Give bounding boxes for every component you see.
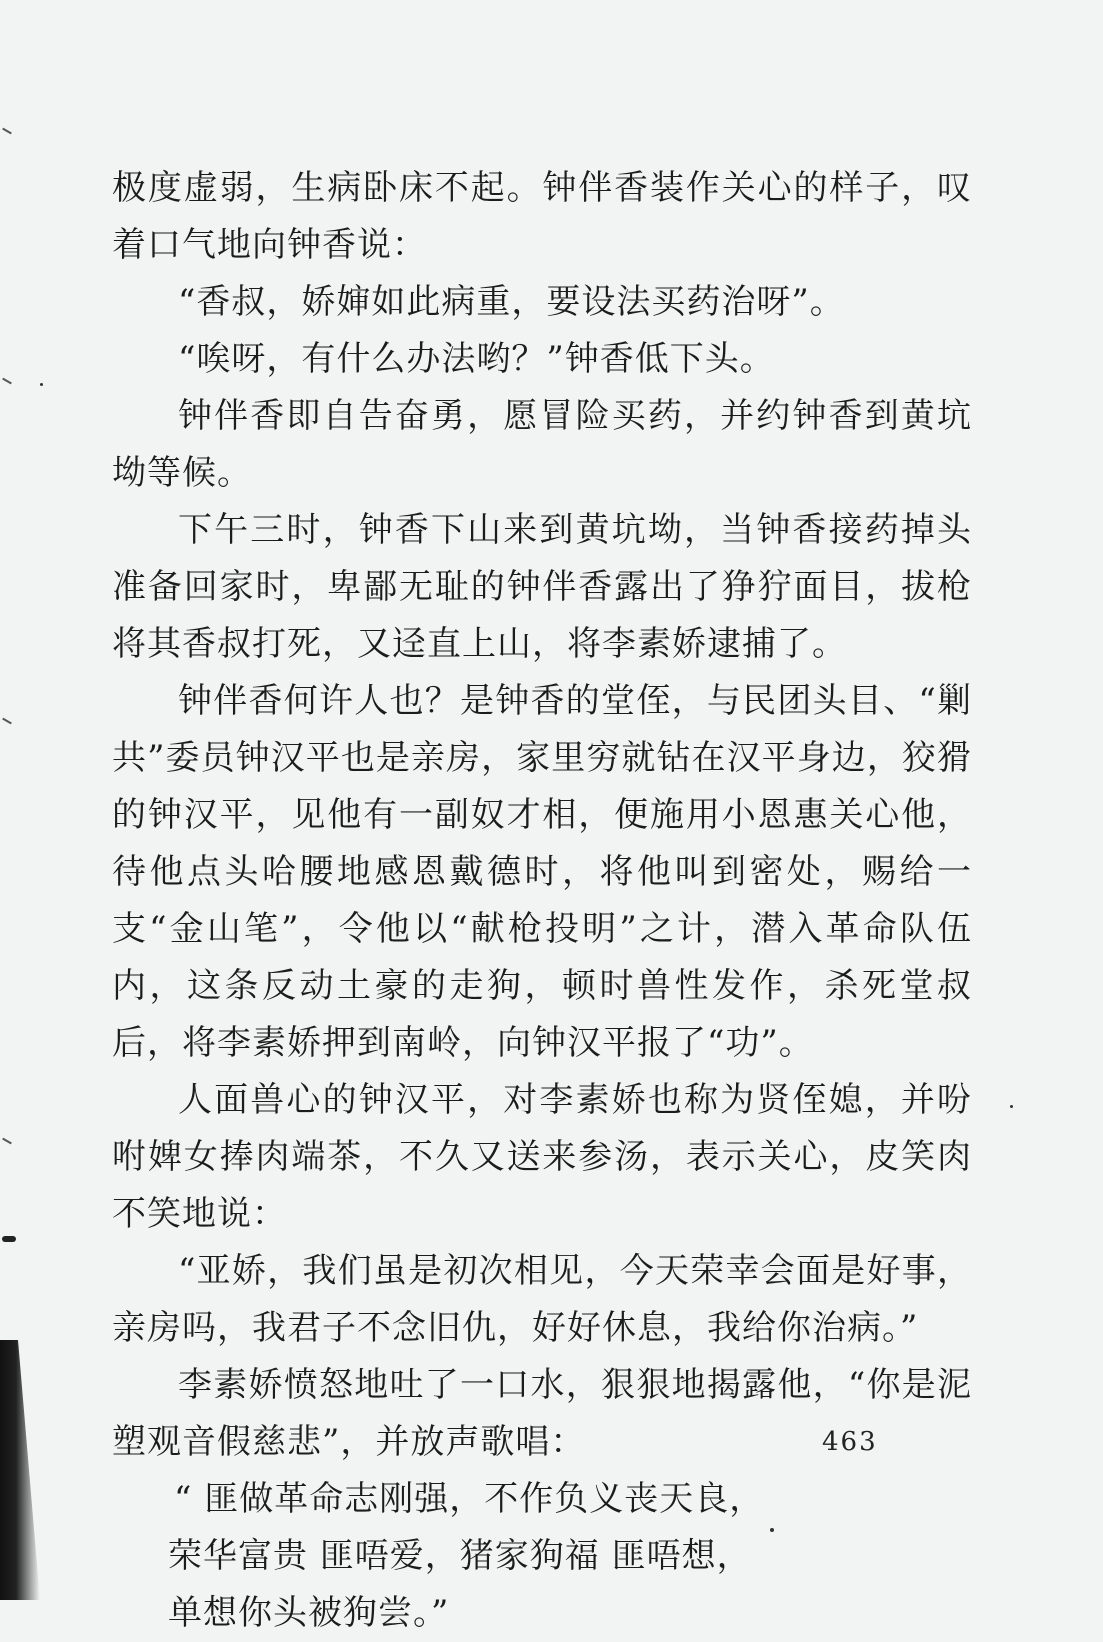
paragraph: 人面兽心的钟汉平，对李素娇也称为贤侄媳，并吩咐婢女捧肉端茶，不久又送来参汤，表示关心，皮笑肉不笑地说：	[112, 1080, 972, 1234]
paragraph: 李素娇愤怒地吐了一口水，狠狠地揭露他，“你是泥塑观音假慈悲”，并放声歌唱：	[112, 1365, 972, 1462]
edge-mark	[2, 128, 12, 135]
page-number: 463	[822, 1427, 878, 1457]
edge-mark	[2, 378, 12, 385]
verse-line: 单想你头被狗尝。”	[168, 1593, 450, 1633]
verse-line: “ 匪做革命志刚强，不作负义丧天良，	[174, 1479, 765, 1519]
body-text	[112, 160, 972, 1642]
scan-speck	[770, 1528, 774, 1532]
paragraph: “亚娇，我们虽是初次相见，今天荣幸会面是好事，亲房吗，我君子不念旧仇，好好休息，我给你治病。”	[112, 1251, 972, 1348]
verse-line: 荣华富贵 匪唔爱，猪家狗福 匪唔想，	[168, 1536, 752, 1576]
edge-mark	[2, 1236, 16, 1242]
paragraph: “唉呀，有什么办法哟？”钟香低下头。	[178, 339, 775, 379]
paragraph: 极度虚弱，生病卧床不起。钟伴香装作关心的样子，叹着口气地向钟香说：	[112, 168, 972, 265]
paragraph: 钟伴香即自告奋勇，愿冒险买药，并约钟香到黄坑坳等候。	[112, 396, 972, 493]
page-edge-shadow	[0, 1340, 40, 1600]
paragraph: “香叔，娇婶如此病重，要设法买药治呀”。	[178, 282, 845, 322]
song-verse	[112, 1471, 972, 1642]
edge-mark	[2, 1138, 12, 1145]
scan-speck	[40, 383, 43, 386]
paragraph: 钟伴香何许人也？是钟香的堂侄，与民团头目、“剿共”委员钟汉平也是亲房，家里穷就钻在汉平身边，狡猾的钟汉平，见他有一副奴才相，便施用小恩惠关心他，待他点头哈腰地感恩戴德时，将他叫到密处，赐给一支“金山笔”，令他以“献枪投明”之计，潜入革命队伍内，这条反动土豪的走狗，顿时兽性发作，杀死堂叔后，将李素娇押到南岭，向钟汉平报了“功”。	[112, 681, 972, 1063]
edge-mark	[2, 718, 12, 725]
scan-speck	[1010, 1105, 1013, 1108]
paragraph: 下午三时，钟香下山来到黄坑坳，当钟香接药掉头准备回家时，卑鄙无耻的钟伴香露出了狰狞面目，拔枪将其香叔打死，又迳直上山，将李素娇逮捕了。	[112, 510, 972, 664]
